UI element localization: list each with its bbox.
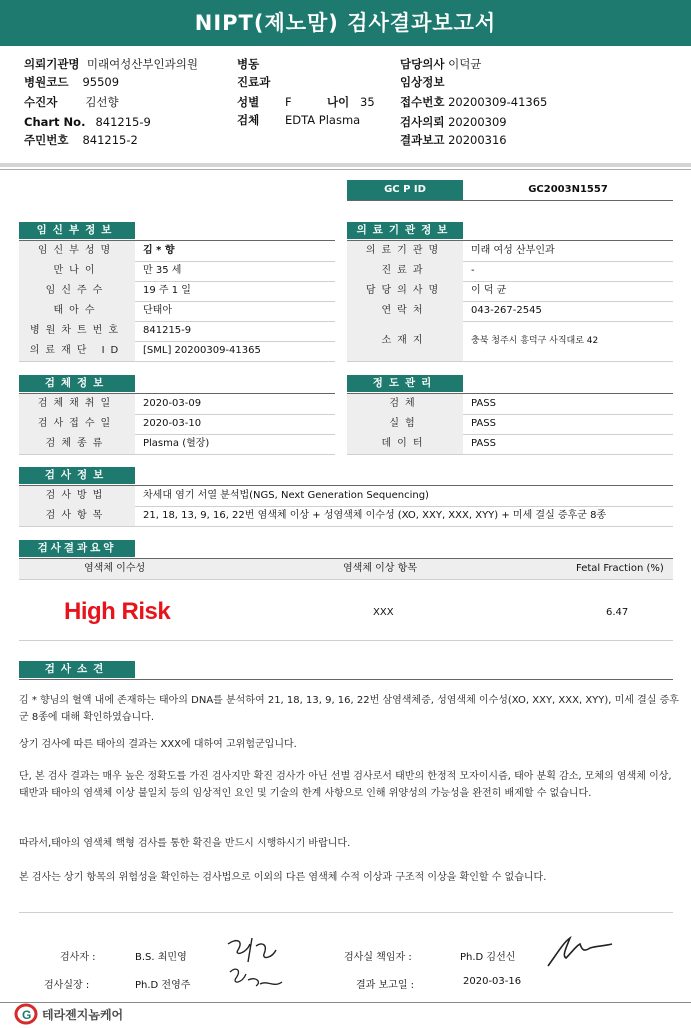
section-findings-title: 검사소견 bbox=[19, 661, 135, 678]
findings-paragraph-5: 본 검사는 상기 항목의 위험성을 확인하는 검사법으로 이외의 다른 염색체 수적 이상과 구조적 이상을 확인할 수 없습니다. bbox=[19, 872, 547, 883]
report-date-value: 2020-03-16 bbox=[463, 976, 522, 987]
test-row-1-value: 21, 18, 13, 9, 16, 22번 염색체 이상 + 성염색체 이수성 (XO, XXY, XXX, XYY) + 미세 결실 증후군 8종 bbox=[143, 510, 607, 521]
qc-row-2-divider bbox=[347, 454, 673, 455]
institution-row-1-value: - bbox=[471, 265, 475, 276]
header-institution: 의뢰기관명 미래여성산부인과의원 bbox=[24, 57, 198, 71]
company-logo-icon bbox=[14, 1003, 44, 1025]
institution-row-0-label: 의료기관명 bbox=[347, 241, 463, 261]
header-sex: 성별 bbox=[237, 95, 260, 109]
gcpid-value: GC2003N1557 bbox=[528, 184, 608, 195]
specimen-row-1-value: 2020-03-10 bbox=[143, 418, 202, 429]
pregnant-row-4-value: 841215-9 bbox=[143, 325, 192, 336]
lab-head-label: 검사실 책임자 : bbox=[344, 952, 412, 963]
qc-row-0-label: 검체 bbox=[347, 394, 463, 414]
summary-header-underline bbox=[19, 579, 673, 580]
institution-row-4-divider bbox=[347, 361, 673, 362]
findings-paragraph-3: 단, 본 검사 결과는 매우 높은 정확도를 가진 검사지만 확진 검사가 아닌 선별 검사로서 태반의 한정적 모자이시즘, 태아 분획 감소, 모체의 염색체 이상, 태반과 태아의 염색체 이상 불일치 등의 임상적인 요인 및 기술의 한계 사항으로 인해 위양성의 가능성을 완전히 배제할 수 없습니다. bbox=[19, 771, 672, 799]
institution-row-3-value: 043-267-2545 bbox=[471, 305, 542, 316]
summary-col-aneuploidy: 염색체 이수성 bbox=[84, 563, 146, 574]
institution-row-4-label: 소재지 bbox=[347, 321, 463, 361]
section-test-title: 검사정보 bbox=[19, 467, 135, 484]
pregnant-row-1-value: 만 35 세 bbox=[143, 265, 182, 276]
header-specimen: 검체 bbox=[237, 113, 260, 127]
pregnant-row-5-label: 의료재단 ID bbox=[19, 341, 135, 361]
section-institution-title: 의료기관정보 bbox=[347, 222, 463, 239]
header-ward: 병동 bbox=[237, 57, 260, 71]
pregnant-row-3-value: 단태아 bbox=[143, 305, 172, 316]
section-pregnant-title: 임신부정보 bbox=[19, 222, 135, 239]
qc-row-2-label: 데이터 bbox=[347, 434, 463, 454]
institution-row-2-value: 이 덕 균 bbox=[471, 285, 507, 296]
pregnant-row-3-label: 태아수 bbox=[19, 301, 135, 321]
pregnant-row-4-label: 병원차트번호 bbox=[19, 321, 135, 341]
header-separator bbox=[0, 163, 691, 167]
qc-row-2-value: PASS bbox=[471, 438, 496, 449]
tester-label: 검사자 : bbox=[60, 952, 96, 963]
pregnant-row-1-label: 만나이 bbox=[19, 261, 135, 281]
header-separator-thin bbox=[0, 169, 691, 170]
director-name: Ph.D 전영주 bbox=[135, 980, 191, 991]
institution-row-4-value: 충북 청주시 흥덕구 사직대로 42 bbox=[471, 336, 599, 346]
lab-head-signature bbox=[540, 932, 620, 972]
header-hospital-code: 병원코드 95509 bbox=[24, 75, 120, 89]
director-signature bbox=[226, 962, 286, 996]
test-row-1-label: 검사항목 bbox=[19, 506, 135, 526]
header-department: 진료과 bbox=[237, 75, 271, 89]
gcpid-label: GC P ID bbox=[347, 180, 463, 200]
summary-abnormal-item-value: XXX bbox=[373, 607, 394, 618]
institution-row-3-label: 연락처 bbox=[347, 301, 463, 321]
qc-row-1-label: 실험 bbox=[347, 414, 463, 434]
pregnant-row-5-divider bbox=[19, 361, 335, 362]
header-patient: 수진자 김선향 bbox=[24, 95, 119, 109]
header-age-value: 35 bbox=[360, 95, 375, 109]
risk-result: High Risk bbox=[64, 598, 171, 625]
pregnant-row-2-value: 19 주 1 일 bbox=[143, 285, 191, 296]
header-age: 나이 bbox=[327, 95, 350, 109]
footer-line bbox=[0, 1002, 691, 1003]
findings-paragraph-1: 김 * 향님의 혈액 내에 존재하는 태아의 DNA를 분석하여 21, 18, 13, 9, 16, 22번 삼염색체증, 성염색체 이수성(XO, XXY, XXX, XYY), 미세 결실 증후군 8종에 대해 확인하였습니다. bbox=[19, 695, 679, 723]
header-chart-no: Chart No. 841215-9 bbox=[24, 115, 151, 129]
institution-row-2-label: 담당의사명 bbox=[347, 281, 463, 301]
specimen-row-0-label: 검체채취일 bbox=[19, 394, 135, 414]
findings-paragraph-2: 상기 검사에 따른 태아의 결과는 XXX에 대하여 고위험군입니다. bbox=[19, 739, 297, 750]
pregnant-row-5-value: [SML] 20200309-41365 bbox=[143, 345, 261, 356]
section-specimen-title: 검체정보 bbox=[19, 375, 135, 392]
summary-col-fetal-fraction: Fetal Fraction (%) bbox=[576, 563, 664, 574]
specimen-row-2-divider bbox=[19, 454, 335, 455]
header-request-date: 검사의뢰 20200309 bbox=[400, 115, 507, 129]
gcpid-underline bbox=[347, 200, 673, 201]
header-receipt-no: 접수번호 20200309-41365 bbox=[400, 95, 548, 109]
tester-name: B.S. 최민영 bbox=[135, 952, 187, 963]
section-qc-title: 정도관리 bbox=[347, 375, 463, 392]
pregnant-row-2-label: 임신주수 bbox=[19, 281, 135, 301]
institution-row-1-label: 진료과 bbox=[347, 261, 463, 281]
header-report-date: 결과보고 20200316 bbox=[400, 133, 507, 147]
report-date-label: 결과 보고일 : bbox=[356, 980, 415, 991]
header-doctor: 담당의사 이덕균 bbox=[400, 57, 482, 71]
summary-col-abnormal-item: 염색체 이상 항목 bbox=[343, 563, 417, 574]
director-label: 검사실장 : bbox=[44, 980, 90, 991]
header-specimen-value: EDTA Plasma bbox=[285, 113, 361, 127]
test-row-0-value: 차세대 염기 서열 분석법(NGS, Next Generation Sequencing) bbox=[143, 490, 429, 501]
section-summary-title: 검사결과요약 bbox=[19, 540, 135, 557]
specimen-row-0-value: 2020-03-09 bbox=[143, 398, 202, 409]
summary-bottom-line bbox=[19, 640, 673, 641]
specimen-row-1-label: 검사접수일 bbox=[19, 414, 135, 434]
qc-row-1-value: PASS bbox=[471, 418, 496, 429]
summary-fetal-fraction-value: 6.47 bbox=[606, 607, 629, 618]
specimen-row-2-value: Plasma (혈장) bbox=[143, 438, 210, 449]
institution-row-0-value: 미래 여성 산부인과 bbox=[471, 245, 555, 256]
lab-head-name: Ph.D 김선신 bbox=[460, 952, 516, 963]
header-sex-value: F bbox=[285, 95, 292, 109]
report-title: NIPT(제노맘) 검사결과보고서 bbox=[0, 0, 691, 46]
section-findings-line bbox=[19, 679, 673, 680]
findings-bottom-line bbox=[19, 912, 673, 913]
pregnant-row-0-value: 김 * 향 bbox=[143, 245, 175, 256]
test-row-0-label: 검사방법 bbox=[19, 486, 135, 506]
company-logo-text: 테라젠지놈케어 bbox=[42, 1008, 124, 1022]
header-resident-no: 주민번호 841215-2 bbox=[24, 133, 138, 147]
specimen-row-2-label: 검체종류 bbox=[19, 434, 135, 454]
header-clinical-info: 임상정보 bbox=[400, 75, 445, 89]
svg-text:G: G bbox=[22, 1008, 32, 1022]
test-row-1-divider bbox=[19, 526, 673, 527]
pregnant-row-0-label: 임신부성명 bbox=[19, 241, 135, 261]
qc-row-0-value: PASS bbox=[471, 398, 496, 409]
findings-paragraph-4: 따라서,태아의 염색체 핵형 검사를 통한 확진을 반드시 시행하시기 바랍니다. bbox=[19, 838, 351, 849]
